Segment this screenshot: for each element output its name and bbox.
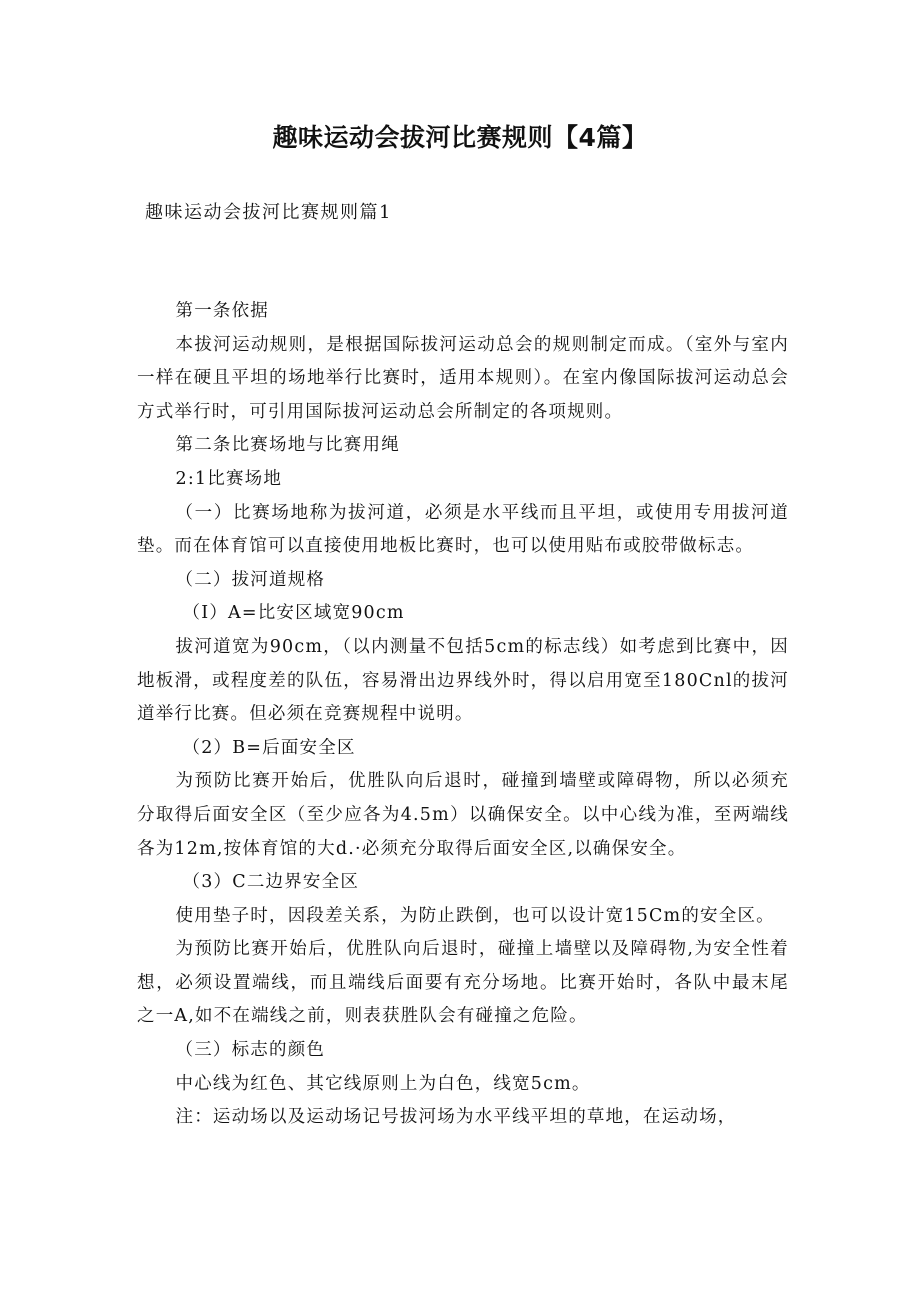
paragraph-zone-b-text: 为预防比赛开始后，优胜队向后退时，碰撞到墙壁或障碍物，所以必须充分取得后面安全区（至少应各为4.5m）以确保安全。以中心线为准，至两端线各为12m,按体育馆的大d.·必须充分取得后面安全区,以确保安全。 xyxy=(137,771,789,859)
paragraph-lane-spec-heading: （二）拔河道规格 xyxy=(175,569,326,590)
paragraph-article-2-heading: 第二条比赛场地与比赛用绳 xyxy=(175,435,400,456)
paragraph-note: 注：运动场以及运动场记号拔河场为水平线平坦的草地，在运动场， xyxy=(175,1107,737,1128)
paragraph-article-1-heading: 第一条依据 xyxy=(175,301,269,321)
paragraph-zone-a-text: 拔河道宽为90cm，（以内测量不包括5cm的标志线）如考虑到比赛中，因地板滑，或程度差的队伍，容易滑出边界线外时，得以启用宽至180Cnl的拔河道举行比赛。但必须在竞赛规程中说明。 xyxy=(137,636,789,725)
section-title: 趣味运动会拔河比赛规则篇1 xyxy=(145,202,392,223)
document-body xyxy=(137,295,789,1135)
paragraph-end-line-text: 为预防比赛开始后，优胜队向后退时，碰撞上墙壁以及障碍物,为安全性着想，必须设置端线，而且端线后面要有充分场地。比赛开始时，各队中最末尾之一A,如不在端线之前，则表获胜队会有碰撞之危险。 xyxy=(137,939,789,1027)
paragraph-2-1-heading: 2:1比赛场地 xyxy=(175,468,283,489)
paragraph-zone-b-heading: （2）B=后面安全区 xyxy=(182,737,356,758)
paragraph-zone-c-heading: （3）C二边界安全区 xyxy=(182,872,360,893)
paragraph-zone-a-heading: （I）A=比安区域宽90cm xyxy=(182,603,405,624)
document-title: 趣味运动会拔河比赛规则【4篇】 xyxy=(272,123,648,152)
paragraph-article-1-text: 本拔河运动规则，是根据国际拔河运动总会的规则制定而成。（室外与室内一样在硬且平坦的场地举行比赛时，适用本规则）。在室内像国际拔河运动总会方式举行时，可引用国际拔河运动总会所制定的各项规则。 xyxy=(137,334,789,422)
paragraph-zone-c-text: 使用垫子时，因段差关系，为防止跌倒，也可以设计宽15Cm的安全区。 xyxy=(175,905,775,926)
paragraph-marking-color-heading: （三）标志的颜色 xyxy=(175,1040,326,1061)
paragraph-marking-color-text: 中心线为红色、其它线原则上为白色，线宽5cm。 xyxy=(175,1073,591,1094)
paragraph-field-definition: （一）比赛场地称为拔河道，必须是水平线而且平坦，或使用专用拔河道垫。而在体育馆可以直接使用地板比赛时，也可以使用贴布或胶带做标志。 xyxy=(137,502,789,557)
